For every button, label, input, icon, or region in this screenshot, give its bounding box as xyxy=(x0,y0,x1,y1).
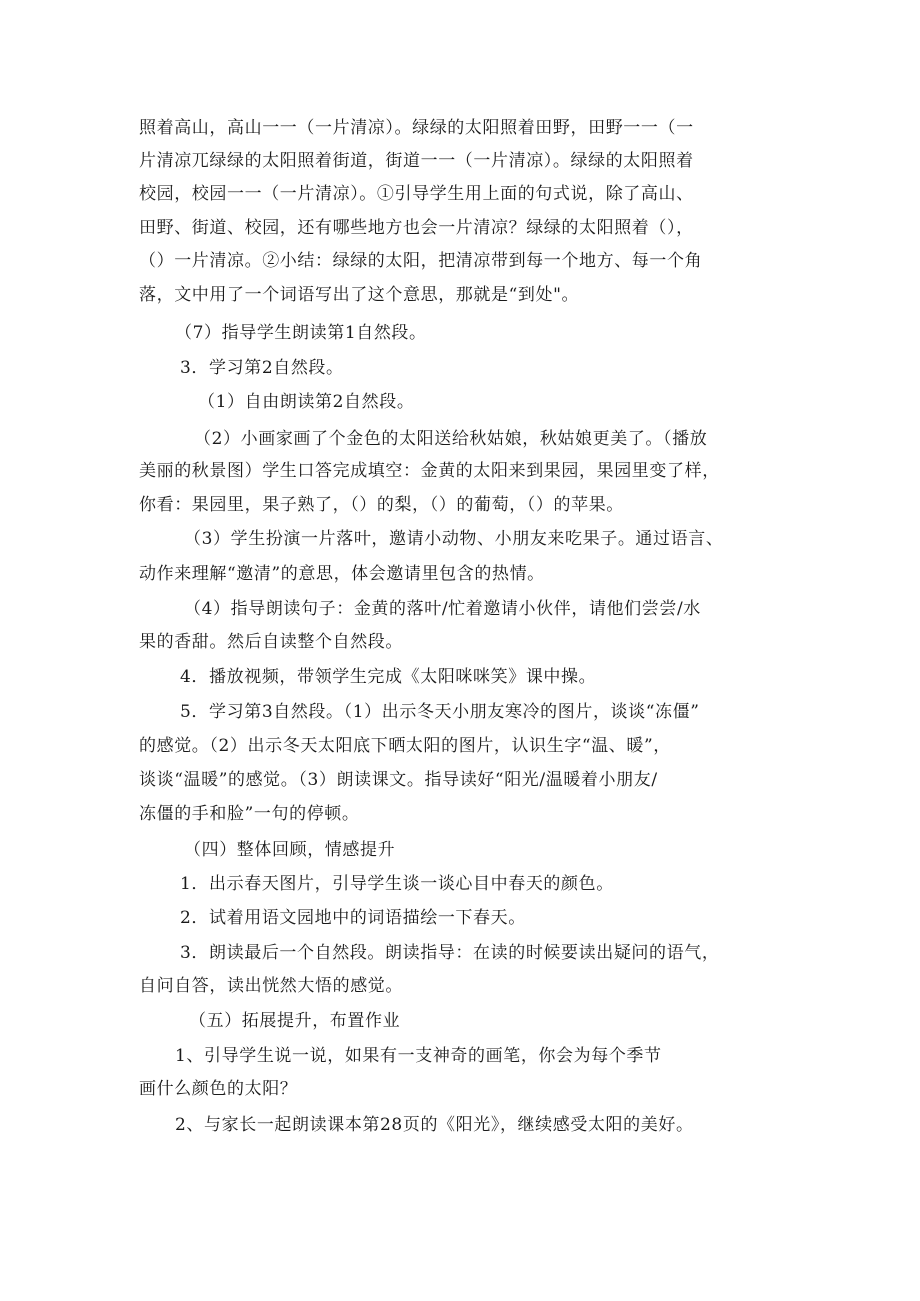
text-line: 校园，校园一一（一片清凉）。①引导学生用上面的句式说，除了高山、 xyxy=(139,184,694,204)
text-line: 自问自答，读出恍然大悟的感觉。 xyxy=(139,976,403,996)
text-line: 画什么颜色的太阳？ xyxy=(139,1079,298,1099)
text-line: （）一片清凉。②小结：绿绿的太阳，把清凉带到每一个地方、每一个角 xyxy=(139,251,703,271)
text-line: 果的香甜。然后自读整个自然段。 xyxy=(139,632,403,652)
text-line: 你看：果园里，果子熟了，（）的梨，（）的葡萄，（）的苹果。 xyxy=(139,495,624,515)
section-heading: （五）拓展提升，布置作业 xyxy=(189,1011,401,1031)
text-line: 田野、街道、校园，还有哪些地方也会一片清凉？绿绿的太阳照着（）， xyxy=(139,218,694,238)
text-line: （4）指导朗读句子：金黄的落叶/忙着邀请小伙伴，请他们尝尝/水 xyxy=(184,599,701,619)
text-line: （1）自由朗读第2自然段。 xyxy=(198,392,415,412)
text-line: 1、引导学生说一说，如果有一支神奇的画笔，你会为每个季节 xyxy=(175,1046,662,1066)
text-line: 动作来理解“邀清”的意思，体会邀请里包含的热情。 xyxy=(139,564,545,584)
text-line: （2）小画家画了个金色的太阳送给秋姑娘，秋姑娘更美了。（播放 xyxy=(194,429,708,449)
text-line: 1．出示春天图片，引导学生谈一谈心目中春天的颜色。 xyxy=(180,874,614,894)
text-line: 冻僵的手和脸”一句的停顿。 xyxy=(139,804,360,824)
text-line: 5．学习第3自然段。（1）出示冬天小朋友寒冷的图片，谈谈“冻僵” xyxy=(180,702,700,722)
text-line: 3．学习第2自然段。 xyxy=(180,358,344,378)
section-heading: （四）整体回顾，情感提升 xyxy=(184,840,396,860)
text-line: 4．播放视频，带领学生完成《太阳咪咪笑》课中操。 xyxy=(180,667,597,687)
text-line: 落，文中用了一个词语写出了这个意思，那就是“到处"。 xyxy=(139,285,580,305)
text-line: （7）指导学生朗读第1自然段。 xyxy=(175,323,427,343)
text-line: 照着高山，高山一一（一片清凉）。绿绿的太阳照着田野，田野一一（一 xyxy=(139,118,694,138)
text-line: 谈谈“温暖”的感觉。（3）朗读课文。指导读好“阳光/温暖着小朋友/ xyxy=(139,770,658,790)
text-line: 3．朗读最后一个自然段。朗读指导：在读的时候要读出疑问的语气， xyxy=(180,943,720,963)
text-line: 的感觉。（2）出示冬天太阳底下晒太阳的图片，认识生字“温、暖”， xyxy=(139,736,671,756)
text-line: 2．试着用语文园地中的词语描绘一下春天。 xyxy=(180,908,526,928)
text-line: 片清凉兀绿绿的太阳照着街道，街道一一（一片清凉）。绿绿的太阳照着 xyxy=(139,151,694,171)
text-line: 2、与家长一起朗读课本第28页的《阳光》，继续感受太阳的美好。 xyxy=(175,1115,694,1135)
text-line: 美丽的秋景图）学生口答完成填空：金黄的太阳来到果园，果园里变了样， xyxy=(139,461,720,481)
text-line: （3）学生扮演一片落叶，邀请小动物、小朋友来吃果子。通过语言、 xyxy=(184,529,724,549)
